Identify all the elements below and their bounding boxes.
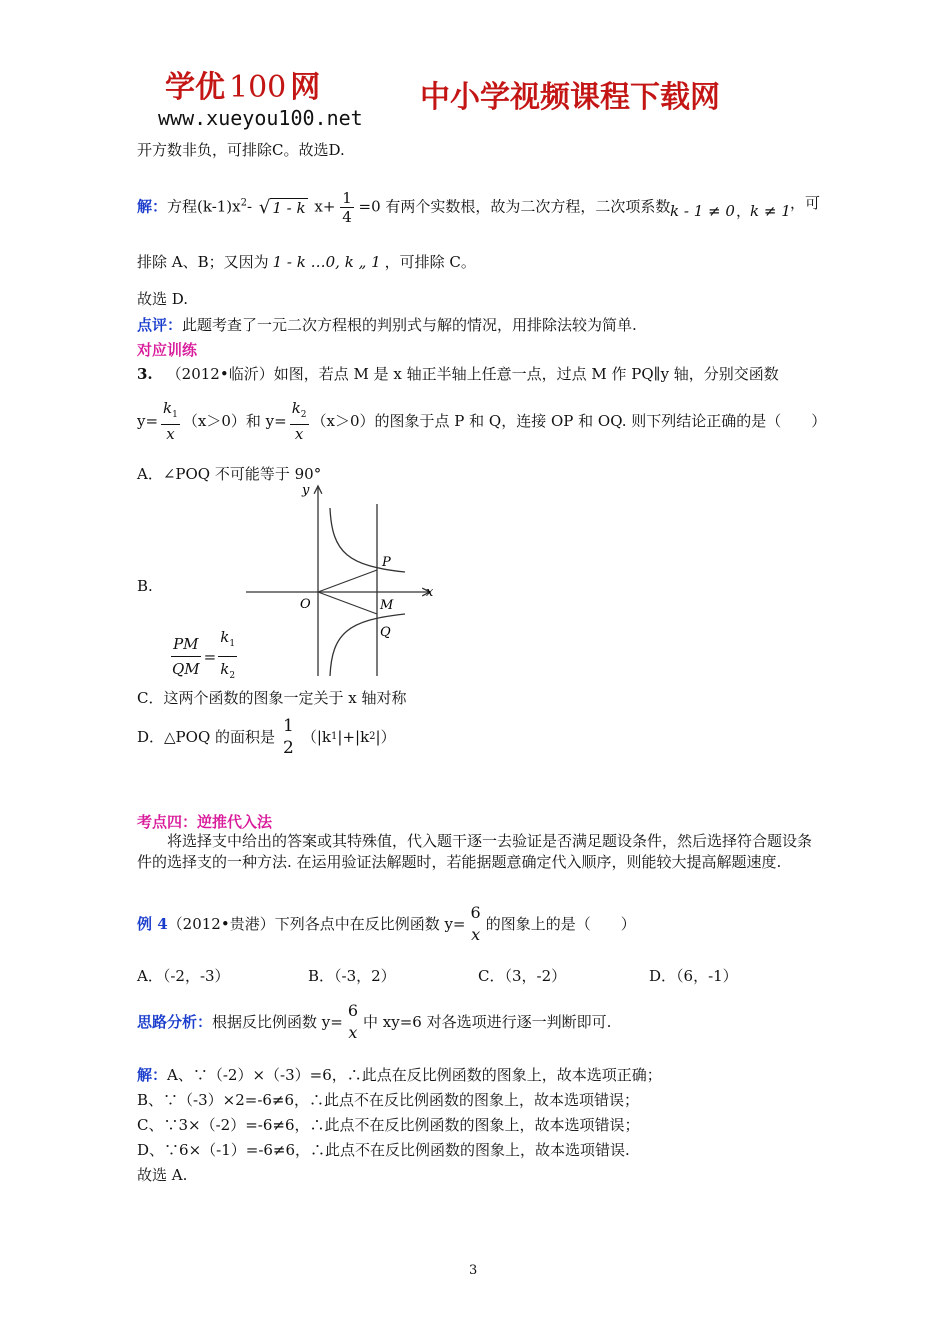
ex4-option-b: B．（-3，2） <box>308 967 396 985</box>
frac-num: 1 <box>342 189 352 207</box>
frac6b-num: 6 <box>347 1001 359 1020</box>
fraction-6-over-x-2 <box>346 1000 360 1044</box>
comment-label: 点评： <box>137 316 183 334</box>
label-y: y <box>302 483 310 498</box>
q3-stem-line-1 <box>137 364 779 384</box>
opt-d-s1: 1 <box>331 731 338 742</box>
k2b-letter: k <box>220 660 230 678</box>
solution-4-conclusion: 故选 A. <box>137 1166 188 1184</box>
opt-d-d: |） <box>375 728 396 746</box>
k2-sub: 2 <box>300 410 307 420</box>
fraction-k1-k2 <box>218 625 237 688</box>
sqrt-body: 1 - k <box>272 198 306 217</box>
solution-4-line-2: B、∵（-3）×2=-6≠6，∴此点不在反比例函数的图象上，故本选项错误； <box>137 1091 640 1109</box>
logo-wang: 网 <box>290 70 321 105</box>
logo-num: 100 <box>229 70 287 105</box>
upper-hyperbola <box>330 508 405 572</box>
sqrt-expression: √ 1 - k <box>258 196 306 218</box>
q3-stem-1: （2012•临沂）如图，若点 M 是 x 轴正半轴上任意一点，过点 M 作 PQ∥y 轴，分别交函数 <box>166 365 779 383</box>
example-4-stem <box>137 902 636 946</box>
analysis-label: 思路分析： <box>137 1013 213 1031</box>
eq-part-c: x+ <box>314 197 336 216</box>
fraction-k1-over-x <box>161 399 180 443</box>
ex4-stem-b: 的图象上的是（ ） <box>485 915 636 933</box>
q3-stem-line-2 <box>137 400 826 442</box>
k2-letter: k <box>291 399 301 417</box>
eq-part-d: =0 有两个实数根，故为二次方程，二次项系数 <box>358 197 671 216</box>
q3-option-b-formula <box>170 625 237 688</box>
comment <box>137 315 637 335</box>
frac-half-den: 2 <box>283 738 294 758</box>
frac-qm: QM <box>172 660 200 678</box>
label-x: x <box>426 585 434 600</box>
solution-4-line-1 <box>137 1065 662 1085</box>
section-4-paragraph: 将选择支中给出的答案或其特殊值，代入题干逐一去验证是否满足题设条件，然后选择符合题设条件的选择支的一种方法. 在运用验证法解题时，若能据题意确定代入顺序，则能较大提高解题速度. <box>137 832 813 871</box>
frac-half-num: 1 <box>283 716 294 736</box>
q3-option-c: C．这两个函数的图象一定关于 x 轴对称 <box>137 689 407 707</box>
condition-k-neq-1: k ≠ 1 <box>750 202 791 220</box>
solution-1-conclusion: 故选 D. <box>137 290 189 308</box>
lower-hyperbola <box>330 614 405 676</box>
analysis <box>137 1000 611 1044</box>
ex4-option-d: D．（6，-1） <box>649 967 738 985</box>
page-number: 3 <box>469 1263 478 1278</box>
k1b-letter: k <box>220 628 230 646</box>
fraction-pm-qm <box>170 632 202 681</box>
q3-option-b-label: B. <box>137 577 153 595</box>
cond-x-1: （x＞0）和 y= <box>182 412 287 430</box>
q3-option-a: A．∠POQ 不可能等于 90° <box>137 465 322 483</box>
frac6-den: x <box>471 925 481 944</box>
opt-d-c: |+|k <box>337 728 370 746</box>
label-o: O <box>300 597 311 612</box>
frac6-num: 6 <box>470 903 481 922</box>
frac-x-2: x <box>294 425 304 443</box>
hyperbola-graph <box>240 478 440 678</box>
y-eq-1: y= <box>137 412 159 430</box>
sol4-label: 解： <box>137 1066 168 1084</box>
k1b-sub: 1 <box>229 639 236 649</box>
frac-pm: PM <box>171 632 200 657</box>
q3-option-d <box>137 716 396 758</box>
eq-part-a: 方程(k-1)x <box>167 197 241 216</box>
condition-k-range: 1 - k …0, k „ 1 <box>272 253 381 271</box>
opt-d-s2: 2 <box>369 731 376 742</box>
logo-cn: 学优 <box>165 70 225 105</box>
label-m: M <box>380 598 394 613</box>
frac-x-1: x <box>166 425 175 443</box>
solution-1-line-2 <box>137 252 476 272</box>
comment-text: 此题考查了一元二次方程根的判别式与解的情况，用排除法较为简单. <box>182 316 637 334</box>
frac-den: 4 <box>342 208 352 226</box>
fraction-one-quarter <box>340 189 354 226</box>
k2b-sub: 2 <box>229 671 236 681</box>
header-slogan: 中小学视频课程下载网 <box>420 80 720 115</box>
k1-sub: 1 <box>172 410 178 420</box>
condition-comma: ， <box>736 202 752 220</box>
eq-sup: 2 <box>240 197 247 209</box>
eq-part-e: ，可 <box>790 194 821 212</box>
fraction-k2-over-x <box>290 399 309 443</box>
label-p: P <box>382 555 391 570</box>
section-4-title: 考点四：逆推代入法 <box>137 813 273 831</box>
analysis-b: 中 xy=6 对各选项进行逐一判断即可. <box>363 1013 612 1031</box>
logo-url: www.xueyou100.net <box>158 106 363 130</box>
equals-sign: = <box>203 647 217 666</box>
solution-1-line-1 <box>137 189 670 226</box>
label-q: Q <box>380 625 391 640</box>
practice-title: 对应训练 <box>137 341 198 359</box>
eq-part-b: - <box>247 197 253 216</box>
line2-a: 排除 A、B；又因为 <box>137 253 269 271</box>
opt-d-a: D．△POQ 的面积是 <box>137 728 276 746</box>
ex4-option-a: A．（-2，-3） <box>137 967 230 985</box>
fraction-one-half <box>281 715 296 759</box>
line-prev-conclusion: 开方数非负，可排除C。故选D. <box>137 141 345 159</box>
logo-chinese <box>165 70 320 106</box>
op-segment <box>318 570 377 592</box>
opt-d-b: （|k <box>301 728 332 746</box>
analysis-a: 根据反比例函数 y= <box>212 1013 343 1031</box>
fraction-6-over-x <box>469 902 483 946</box>
k1-letter: k <box>163 399 173 417</box>
ex4-option-c: C．（3，-2） <box>478 967 567 985</box>
ex4-stem-a: （2012•贵港）下列各点中在反比例函数 y= <box>167 915 466 933</box>
condition-k-minus-1: k - 1 ≠ 0 <box>670 202 735 220</box>
solution-4-line-3: C、∵3×（-2）=-6≠6，∴此点不在反比例函数的图象上，故本选项错误； <box>137 1116 640 1134</box>
example-label: 例 4 <box>137 915 168 933</box>
line2-b: ，可排除 C。 <box>384 253 476 271</box>
q3-stem-tail: （x＞0）的图象于点 P 和 Q，连接 OP 和 OQ. 则下列结论正确的是（ ） <box>311 412 827 430</box>
q3-number: 3. <box>137 365 153 383</box>
sol4-line-a: A、∵（-2）×（-3）=6，∴此点在反比例函数的图象上，故本选项正确； <box>167 1066 662 1084</box>
oq-segment <box>318 592 377 614</box>
frac6b-den: x <box>348 1023 358 1042</box>
solution-4-line-4: D、∵6×（-1）=-6≠6，∴此点不在反比例函数的图象上，故本选项错误. <box>137 1141 630 1159</box>
solution-label: 解： <box>137 197 168 216</box>
